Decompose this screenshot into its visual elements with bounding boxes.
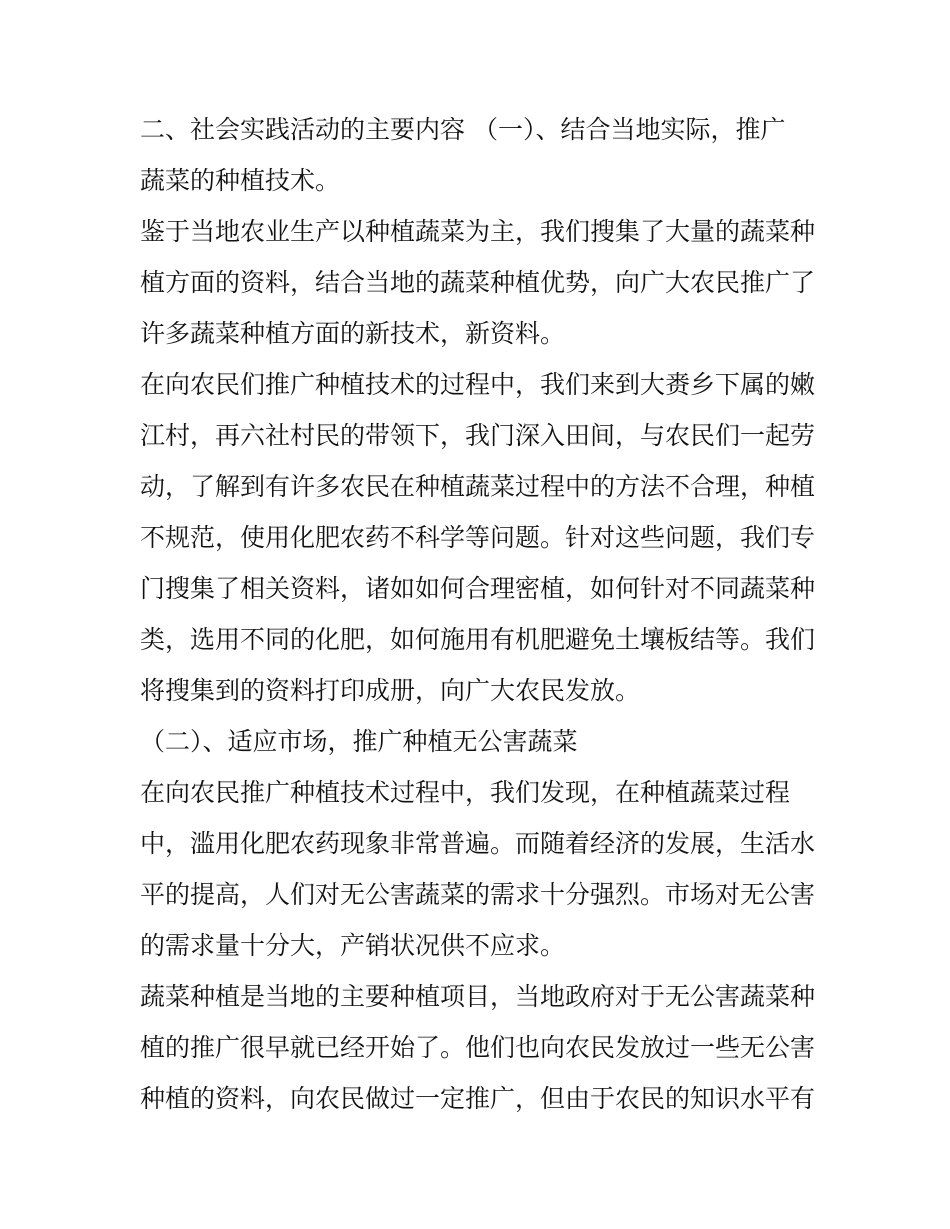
text-line: 中，滥用化肥农药现象非常普遍。而随着经济的发展，生活水 — [140, 829, 816, 858]
text-line: 平的提高，人们对无公害蔬菜的需求十分强烈。市场对无公害 — [140, 880, 816, 909]
text-line: 植方面的资料，结合当地的蔬菜种植优势，向广大农民推广了 — [140, 268, 816, 297]
text-line: 的需求量十分大，产销状况供不应求。 — [140, 931, 566, 960]
document-body — [140, 104, 820, 1124]
text-line: 许多蔬菜种植方面的新技术，新资料。 — [140, 319, 566, 348]
text-line: 植的推广很早就已经开始了。他们也向农民发放过一些无公害 — [140, 1033, 816, 1062]
text-line: 二、社会实践活动的主要内容 （一）、结合当地实际，推广 — [140, 115, 786, 144]
text-line: 在向农民推广种植技术过程中，我们发现，在种植蔬菜过程 — [140, 778, 791, 807]
text-line: 鉴于当地农业生产以种植蔬菜为主，我们搜集了大量的蔬菜种 — [140, 217, 816, 246]
text-line: 蔬菜种植是当地的主要种植项目，当地政府对于无公害蔬菜种 — [140, 982, 816, 1011]
text-line: 在向农民们推广种植技术的过程中，我们来到大赉乡下属的嫩 — [140, 370, 816, 399]
text-line: 蔬菜的种植技术。 — [140, 166, 341, 195]
text-line: 动，了解到有许多农民在种植蔬菜过程中的方法不合理，种植 — [140, 472, 816, 501]
text-line: 类，选用不同的化肥，如何施用有机肥避免土壤板结等。我们 — [140, 625, 816, 654]
text-line: 将搜集到的资料打印成册，向广大农民发放。 — [140, 676, 641, 705]
text-line: 不规范，使用化肥农药不科学等问题。针对这些问题，我们专 — [140, 523, 816, 552]
text-line: 门搜集了相关资料，诸如如何合理密植，如何针对不同蔬菜种 — [140, 574, 816, 603]
section-heading: （二）、适应市场，推广种植无公害蔬菜 — [140, 727, 578, 756]
text-line: 种植的资料，向农民做过一定推广，但由于农民的知识水平有 — [140, 1084, 816, 1113]
text-line: 江村，再六社村民的带领下，我门深入田间，与农民们一起劳 — [140, 421, 816, 450]
